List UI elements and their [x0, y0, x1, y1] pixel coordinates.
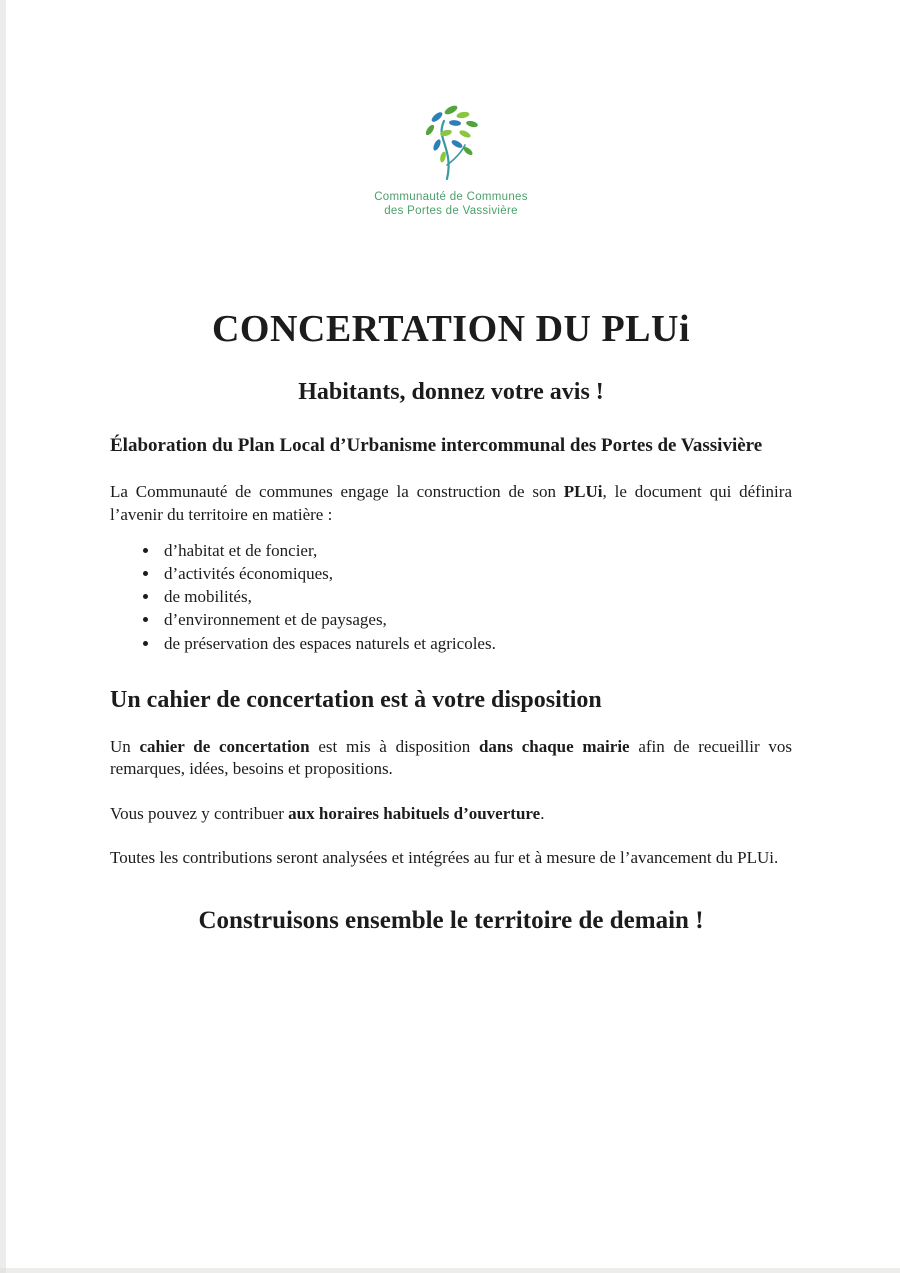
list-item: • d’habitat et de foncier,: [160, 540, 792, 562]
logo-caption-line2: des Portes de Vassivière: [384, 205, 518, 218]
horaires-paragraph: [110, 803, 792, 825]
intro-text-bold-plui: PLUi: [563, 482, 603, 502]
scan-artifact-bottom: [0, 1268, 900, 1273]
cahier-text-2: est mis à disposition: [309, 736, 479, 756]
topics-bullet-list: [110, 540, 792, 654]
intro-text-1: La Communauté de communes engage la construction de son: [110, 482, 564, 502]
document-content: [110, 0, 792, 935]
list-item: • d’activités économiques,: [160, 563, 792, 585]
tree-leaves-logo: [413, 103, 489, 181]
horaires-text-2: .: [540, 803, 545, 823]
section-heading-elaboration: Élaboration du Plan Local d’Urbanisme intercommunal des Portes de Vassivière: [110, 434, 763, 456]
list-item: • de préservation des espaces naturels et agricoles.: [160, 633, 792, 655]
intro-paragraph: [110, 481, 792, 526]
horaires-text-bold: aux horaires habituels d’ouverture: [288, 803, 541, 823]
cahier-text-bold-2: dans chaque mairie: [478, 736, 630, 756]
scan-artifact-left: [0, 0, 6, 1273]
logo-caption-line1: Communauté de Communes: [374, 191, 528, 203]
cahier-text-bold-1: cahier de concertation: [139, 736, 310, 756]
cahier-text-1: Un: [110, 736, 140, 756]
cahier-text-3: afin de recueillir vos remarques, idées, besoins et propositions.: [110, 736, 792, 779]
cahier-paragraph: [110, 736, 792, 781]
list-item: • de mobilités,: [160, 586, 792, 608]
list-item: • d’environnement et de paysages,: [160, 609, 792, 631]
logo: [110, 103, 792, 219]
logo-caption: [110, 190, 792, 219]
page-title: CONCERTATION DU PLUi: [211, 307, 691, 350]
page-subtitle: Habitants, donnez votre avis !: [298, 378, 604, 405]
section-heading-cahier: Un cahier de concertation est à votre disposition: [110, 686, 602, 713]
horaires-text-1: Vous pouvez y contribuer: [110, 803, 289, 823]
intro-text-2: , le document qui définira l’avenir du territoire en matière :: [110, 482, 792, 524]
closing-heading: Construisons ensemble le territoire de demain !: [198, 907, 704, 935]
contributions-paragraph: Toutes les contributions seront analysées et intégrées au fur et à mesure de l’avancement du PLUi.: [110, 847, 779, 867]
